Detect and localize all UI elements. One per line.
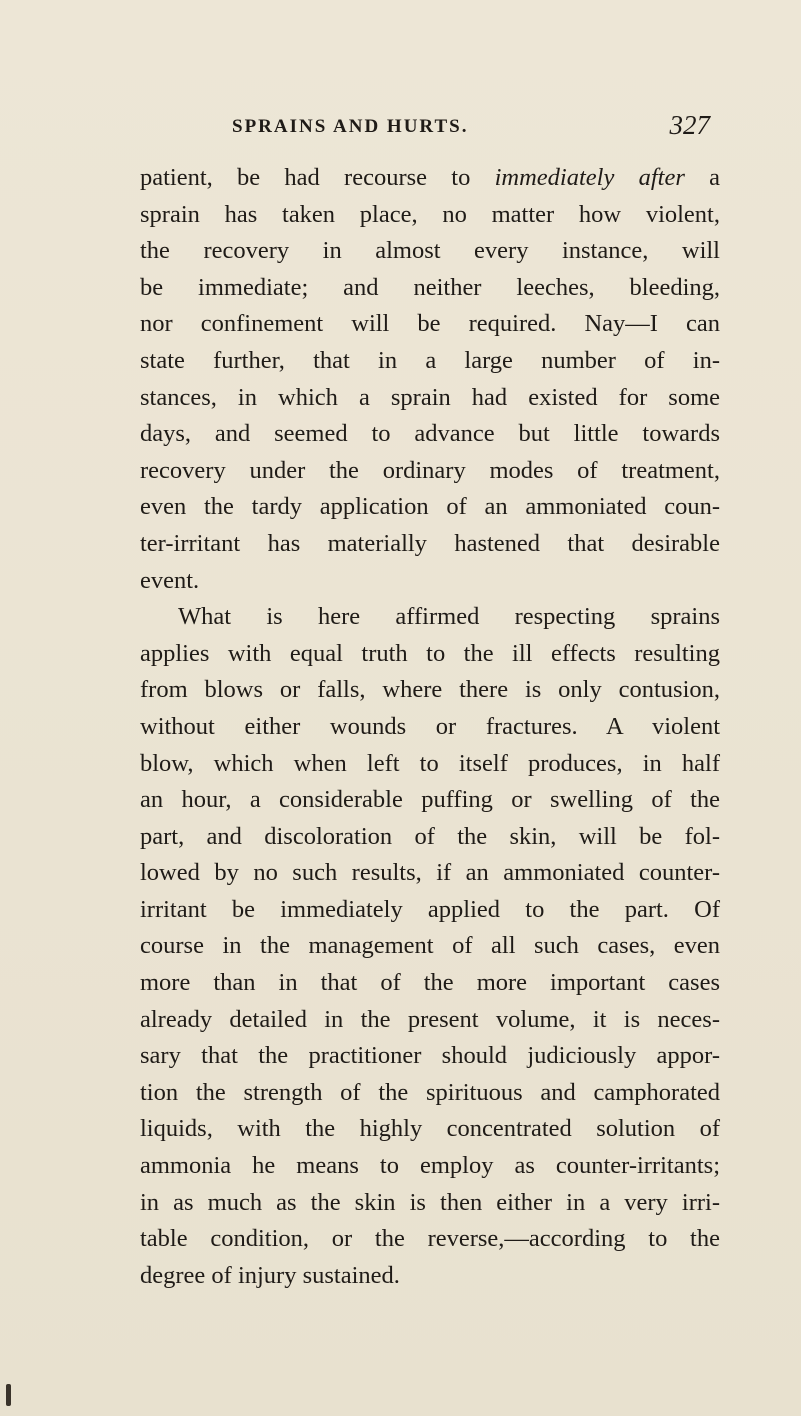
text-line: table condition, or the reverse,—according to the	[140, 1225, 720, 1253]
text-line: course in the management of all such cases, even	[140, 932, 720, 960]
text-line: degree of injury sustained.	[140, 1261, 400, 1289]
text-line: in as much as the skin is then either in a very irri-	[140, 1188, 720, 1216]
text-line: sprain has taken place, no matter how violent,	[140, 200, 720, 228]
text-line: already detailed in the present volume, it is neces-	[140, 1005, 720, 1033]
text-line: recovery under the ordinary modes of treatment,	[140, 456, 720, 484]
text-line: What is here affirmed respecting sprains	[178, 603, 720, 631]
text-line: irritant be immediately applied to the part. Of	[140, 895, 720, 923]
emphasis: after	[638, 164, 685, 191]
text-line: blow, which when left to itself produces, in half	[140, 749, 720, 777]
text-line: an hour, a considerable puffing or swelling of the	[140, 786, 720, 814]
text-line: ter-irritant has materially hastened that desirable	[140, 529, 720, 557]
text-line: the recovery in almost every instance, will	[140, 237, 720, 265]
running-head: SPRAINS AND HURTS.	[232, 116, 469, 137]
text-line: stances, in which a sprain had existed for some	[140, 383, 720, 411]
body-text	[140, 160, 720, 1294]
text-line: part, and discoloration of the skin, will be fol-	[140, 822, 720, 850]
text-line: liquids, with the highly concentrated solution of	[140, 1115, 720, 1143]
page-number: 327	[669, 110, 710, 140]
text-line: without either wounds or fractures. A violent	[140, 712, 720, 740]
text-line: days, and seemed to advance but little towards	[140, 420, 720, 448]
text-line: sary that the practitioner should judiciously appor-	[140, 1042, 720, 1070]
text-line: be immediate; and neither leeches, bleeding,	[140, 273, 720, 301]
page-header	[140, 112, 710, 144]
text-line: from blows or falls, where there is only contusion,	[140, 676, 720, 704]
text-line: event.	[140, 566, 200, 594]
text-line: ammonia he means to employ as counter-irritants;	[140, 1152, 720, 1180]
text-line: state further, that in a large number of in-	[140, 346, 720, 374]
text-line: nor confinement will be required. Nay—I can	[140, 310, 720, 338]
text-line: even the tardy application of an ammoniated coun-	[140, 493, 720, 521]
text-line: more than in that of the more important cases	[140, 969, 720, 997]
text-line: patient, be had recourse to immediately after a	[140, 164, 721, 191]
text-line: lowed by no such results, if an ammoniated counter-	[140, 859, 720, 887]
margin-mark	[6, 1384, 11, 1406]
emphasis: immediately	[494, 164, 615, 191]
text-line: tion the strength of the spirituous and camphorated	[140, 1078, 720, 1106]
text-line: applies with equal truth to the ill effects resulting	[140, 639, 720, 667]
